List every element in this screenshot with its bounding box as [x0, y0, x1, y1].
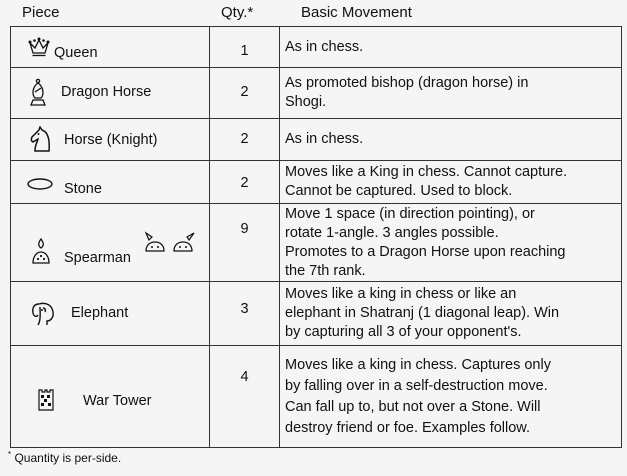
movement-line: Shogi.: [285, 94, 327, 110]
movement-line: elephant in Shatranj (1 diagonal leap). Win: [285, 305, 560, 321]
piece-name: Elephant: [71, 305, 129, 321]
movement-line: Move 1 space (in direction pointing), or: [285, 205, 535, 222]
footnote-mark: *: [8, 450, 12, 459]
qty-cell: [210, 27, 280, 68]
movement-line: Moves like a king in chess or like an: [285, 286, 517, 302]
qty-value: 1: [240, 43, 249, 59]
movement-line: As in chess.: [285, 131, 364, 147]
piece-cell-horse: [11, 119, 210, 161]
movement-line: Can fall up to, but not over a Stone. Will: [285, 398, 541, 415]
header-qty: Qty.*: [221, 4, 254, 21]
footnote: [8, 450, 121, 465]
movement-cell: [280, 27, 622, 68]
piece-cell-stone: [11, 161, 210, 204]
piece-cell-war-tower: [11, 346, 210, 448]
qty-cell: [210, 282, 280, 346]
qty-cell: [210, 161, 280, 204]
table-row-queen: [11, 27, 622, 68]
movement-line: As in chess.: [285, 38, 364, 55]
piece-cell-spearman: [11, 204, 210, 282]
qty-value: 4: [240, 368, 249, 385]
movement-cell: [280, 346, 622, 448]
spearman-rotated-icon: [143, 231, 197, 255]
movement-cell: [280, 119, 622, 161]
movement-line: rotate 1-angle. 3 angles possible.: [285, 224, 499, 241]
piece-name: Spearman: [64, 250, 131, 266]
movement-line: As promoted bishop (dragon horse) in: [285, 75, 529, 91]
movement-line: by falling over in a self-destruction move.: [285, 377, 548, 394]
qty-cell: [210, 346, 280, 448]
movement-cell: [280, 282, 622, 346]
movement-line: Moves like a king in chess. Captures only: [285, 356, 551, 373]
table-row-spearman: [11, 204, 622, 282]
qty-cell: [210, 68, 280, 119]
piece-name: War Tower: [83, 393, 152, 409]
war-tower-icon: [37, 388, 55, 412]
piece-name: Dragon Horse: [61, 84, 152, 100]
pieces-table: [10, 26, 622, 448]
movement-cell: [280, 68, 622, 119]
piece-cell-queen: [11, 27, 210, 68]
movement-cell: [280, 161, 622, 204]
qty-value: 2: [240, 175, 249, 191]
movement-line: by capturing all 3 of your opponent's.: [285, 324, 522, 340]
knight-icon: [29, 126, 53, 154]
stone-icon: [26, 177, 54, 191]
table-row-elephant: [11, 282, 622, 346]
piece-name: Stone: [64, 181, 102, 197]
table-row-war-tower: [11, 346, 622, 448]
qty-cell: [210, 204, 280, 282]
table-row-dragon-horse: [11, 68, 622, 119]
qty-value: 9: [240, 220, 249, 237]
piece-name: Horse (Knight): [64, 132, 158, 148]
qty-value: 2: [240, 130, 249, 147]
qty-cell: [210, 119, 280, 161]
header-piece: Piece: [22, 4, 60, 21]
elephant-icon: [30, 299, 58, 327]
piece-cell-elephant: [11, 282, 210, 346]
footnote-text: Quantity is per-side.: [11, 451, 122, 465]
header-movement: Basic Movement: [301, 4, 412, 21]
movement-line: Promotes to a Dragon Horse upon reaching: [285, 243, 566, 260]
movement-line: Cannot be captured. Used to block.: [285, 183, 513, 199]
movement-cell: [280, 204, 622, 282]
queen-crown-icon: [27, 35, 51, 59]
piece-cell-dragon-horse: [11, 68, 210, 119]
qty-value: 3: [240, 300, 249, 317]
qty-value: 2: [240, 84, 249, 100]
movement-line: Moves like a King in chess. Cannot capture.: [285, 164, 568, 180]
movement-line: destroy friend or foe. Examples follow.: [285, 419, 531, 436]
table-row-stone: [11, 161, 622, 204]
movement-line: the 7th rank.: [285, 262, 366, 279]
dragon-horse-icon: [27, 78, 49, 108]
piece-name: Queen: [54, 45, 98, 61]
spearman-icon: [30, 236, 52, 266]
table-row-horse: [11, 119, 622, 161]
